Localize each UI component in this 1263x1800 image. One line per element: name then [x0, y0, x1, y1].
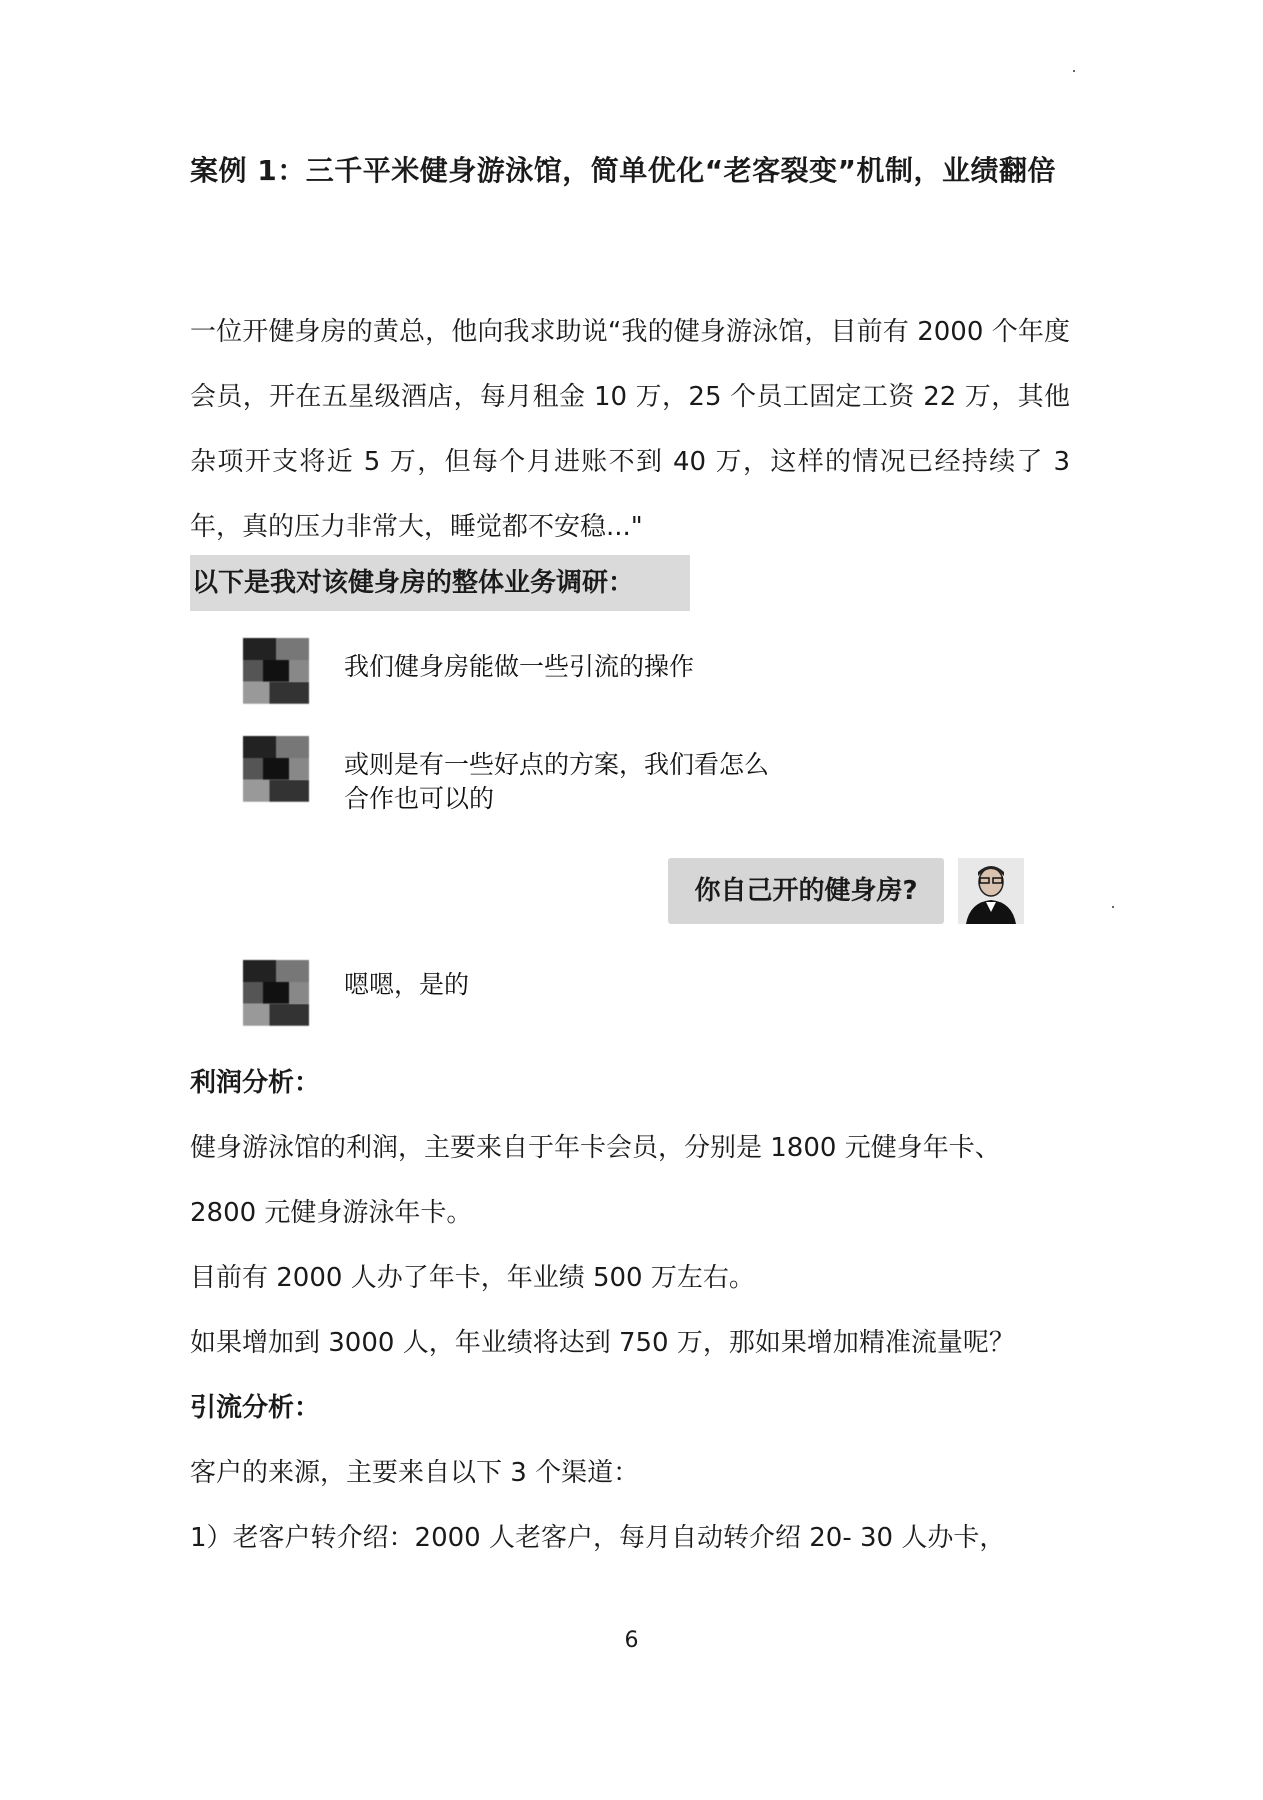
scan-speck [1073, 70, 1075, 72]
blurred-avatar-icon [243, 960, 309, 1026]
traffic-line-1: 客户的来源，主要来自以下 3 个渠道： [190, 1458, 640, 1488]
profit-line-1: 健身游泳馆的利润，主要来自于年卡会员，分别是 1800 元健身年卡、 [190, 1133, 1001, 1163]
profit-line-2: 2800 元健身游泳年卡。 [190, 1198, 473, 1228]
traffic-heading: 引流分析： [190, 1393, 321, 1423]
scan-speck [1112, 906, 1114, 908]
user-avatar-icon [958, 858, 1024, 924]
chat-message-2-line2: 合作也可以的 [344, 784, 495, 813]
traffic-line-2: 1）老客户转介绍：2000 人老客户，每月自动转介绍 20- 30 人办卡， [190, 1523, 1006, 1553]
research-heading: 以下是我对该健身房的整体业务调研： [190, 555, 690, 611]
chat-reply-bubble: 你自己开的健身房? [668, 858, 944, 924]
profit-line-4: 如果增加到 3000 人，年业绩将达到 750 万，那如果增加精准流量呢？ [190, 1328, 1015, 1358]
intro-paragraph: 一位开健身房的黄总，他向我求助说“我的健身游泳馆，目前有 2000 个年度会员，开在五星级酒店，每月租金 10 万，25 个员工固定工资 22 万，其他杂项开支将近 5 万，但每个月进账不到 40 万，这样的情况已经持续了 3 年，真的压力非常大，睡觉都不安稳..." [190, 317, 1070, 542]
profit-heading: 利润分析： [190, 1068, 321, 1098]
blurred-avatar-icon [243, 736, 309, 802]
profit-line-3: 目前有 2000 人办了年卡，年业绩 500 万左右。 [190, 1263, 755, 1293]
chat-message-1: 我们健身房能做一些引流的操作 [344, 652, 695, 681]
chat-message-3: 嗯嗯，是的 [344, 970, 470, 999]
chat-message-2-line1: 或则是有一些好点的方案，我们看怎么 [344, 750, 770, 779]
case-title: 案例 1：三千平米健身游泳馆，简单优化“老客裂变”机制，业绩翻倍 [190, 154, 1057, 187]
page-number: 6 [624, 1628, 639, 1653]
blurred-avatar-icon [243, 638, 309, 704]
